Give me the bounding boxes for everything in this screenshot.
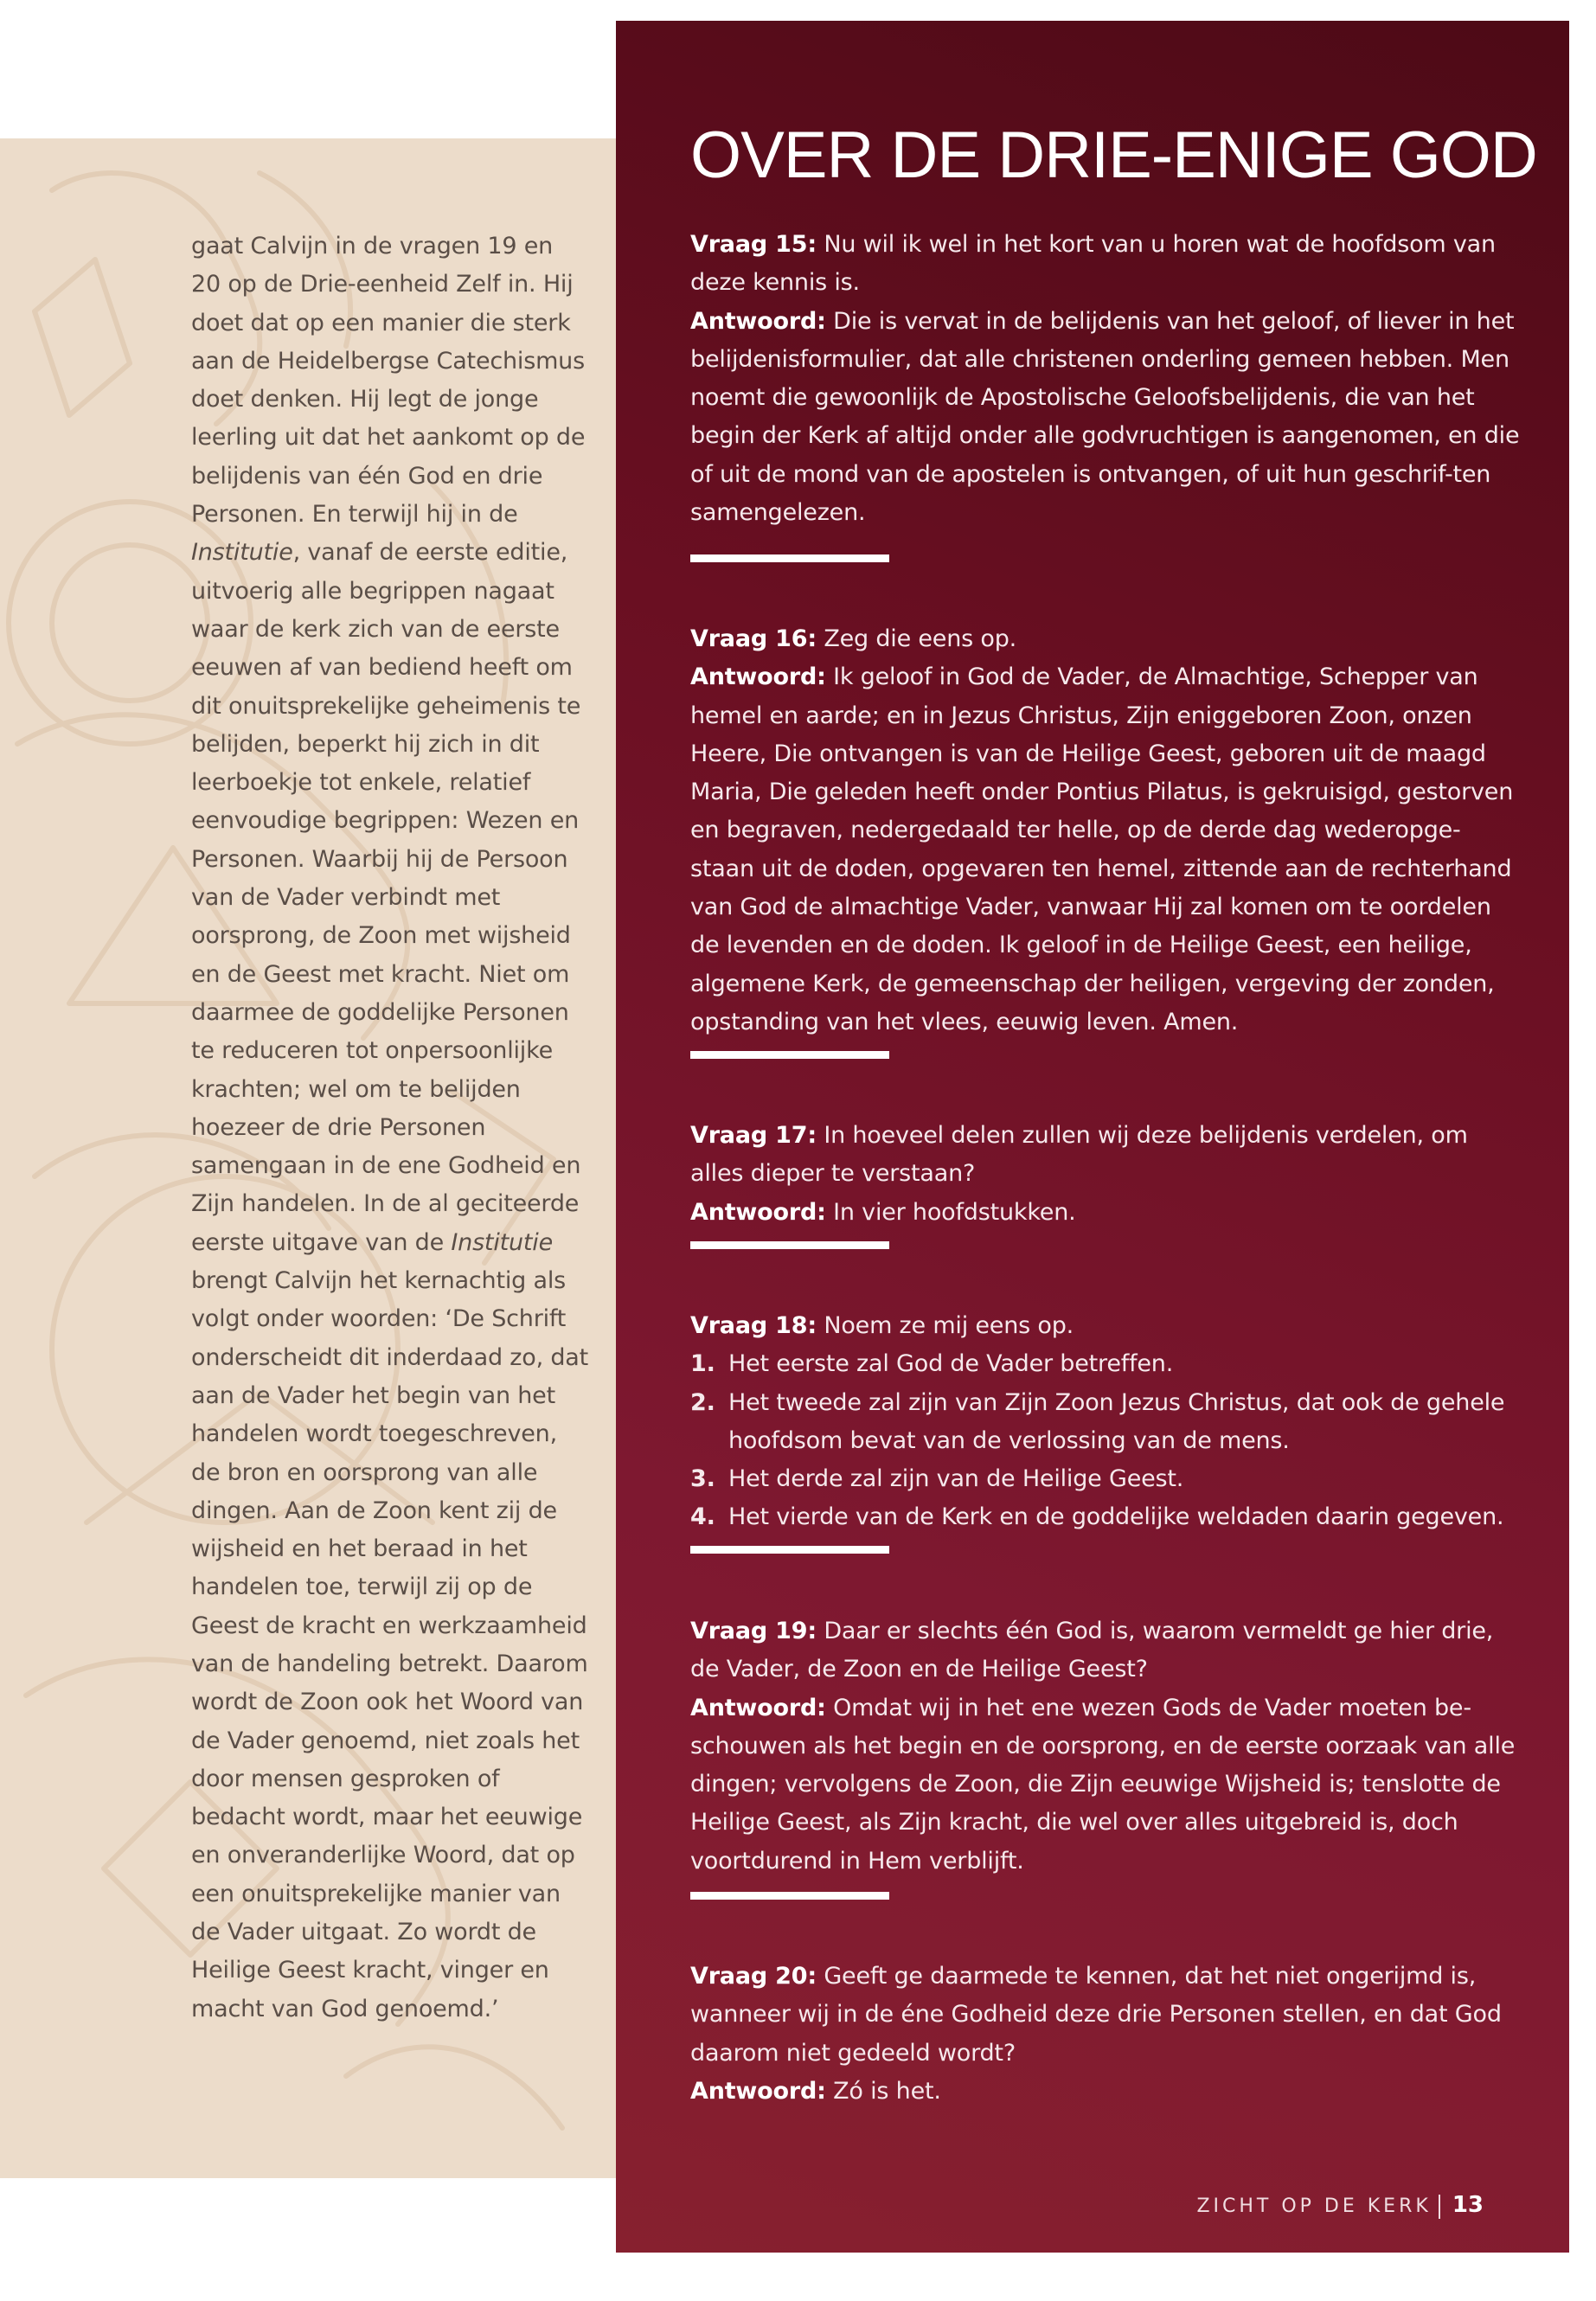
question-17 [690, 1117, 1521, 1194]
question-20 [690, 1958, 1521, 2073]
section-divider [690, 1051, 889, 1059]
page-footer [1196, 2192, 1484, 2219]
answer-label: Antwoord: [690, 307, 826, 335]
question-label: Vraag 15: [690, 231, 817, 258]
question-15 [690, 226, 1521, 303]
question-16 [690, 620, 1521, 658]
answer-20 [690, 2073, 1521, 2111]
list-item-text: Het tweede zal zijn van Zijn Zoon Jezus Christus, dat ook de gehele hoofdsom bevat van de verlossing van de mens. [728, 1388, 1505, 1454]
list-item-text: Het derde zal zijn van de Heilige Geest. [728, 1465, 1184, 1493]
institutie-title-2: Institutie [451, 1228, 554, 1256]
answer-text: Ik geloof in God de Vader, de Almachtige, Schepper van hemel en aarde; en in Jezus Christus, Zijn eniggeboren Zoon, onzen Heere, Die ontvangen is van de Heilige Geest, geboren uit de maagd Maria, Die geleden heeft onder Pontius Pilatus, is gekruisigd, gestorven en begraven, nedergedaald ter helle, op de derde dag wederopge-staan uit de doden, opgevaren ten hemel, zittende aan de rechterhand van God de almachtige Vader, vanwaar Hij zal komen om te oordelen de levenden en de doden. Ik geloof in de Heilige Geest, een heilige, algemene Kerk, de gemeenschap der heiligen, vergeving der zonden, opstanding van het vlees, eeuwig leven. Amen. [690, 663, 1514, 1035]
list-item-text: Het eerste zal God de Vader betreffen. [728, 1350, 1174, 1378]
answer-15 [690, 303, 1521, 533]
list-item [690, 1498, 1521, 1536]
answer-text: Omdat wij in het ene wezen Gods de Vader moeten be-schouwen als het begin en de oorsprong, en de eerste oorzaak van alle dingen; vervolgens de Zoon, die Zijn eeuwige Wijsheid is; tenslotte de Heilige Geest, als Zijn kracht, die wel over alles uitgebreid is, doch voortdurend in Hem verblijft. [690, 1694, 1516, 1875]
footer-separator [1439, 2195, 1440, 2219]
qa-block-19 [690, 1612, 1521, 1881]
question-label: Vraag 20: [690, 1963, 817, 1990]
answer-19 [690, 1689, 1521, 1881]
section-divider [690, 1892, 889, 1900]
qa-block-16 [690, 620, 1521, 1042]
answer-text: In vier hoofdstukken. [825, 1198, 1076, 1226]
answer-label: Antwoord: [690, 1694, 826, 1721]
magazine-name: ZICHT OP DE KERK [1196, 2195, 1432, 2217]
section-divider [690, 1241, 889, 1249]
answer-label: Antwoord: [690, 663, 826, 691]
qa-block-20 [690, 1958, 1521, 2111]
hoofdstukken-list [690, 1345, 1521, 1536]
question-19 [690, 1612, 1521, 1689]
section-divider [690, 554, 889, 562]
list-item-text: Het vierde van de Kerk en de goddelijke weldaden daarin gegeven. [728, 1503, 1504, 1531]
intro-column-text [191, 228, 589, 2029]
answer-16 [690, 658, 1521, 1042]
question-18 [690, 1307, 1521, 1345]
intro-text-part-3: brengt Calvijn het kernachtig als volgt onder woorden: ‘De Schrift onderscheidt dit inderdaad zo, dat aan de Vader het begin van het handelen wordt toegeschreven, de bron en oorsprong van alle dingen. Aan de Zoon kent zij de wijsheid en het beraad in het handelen toe, terwijl zij op de Geest de kracht en werkzaamheid van de handeling betrekt. Daarom wordt de Zoon ook het Woord van de Vader genoemd, niet zoals het door mensen gesproken of bedacht wordt, maar het eeuwige en onveranderlijke Woord, dat op een onuitsprekelijke manier van de Vader uitgaat. Zo wordt de Heilige Geest kracht, vinger en macht van God genoemd.’ [191, 1267, 589, 2022]
question-label: Vraag 19: [690, 1618, 817, 1644]
list-number: 2. [690, 1388, 715, 1416]
intro-text-part-2: , vanaf de eerste editie, uitvoerig alle begrippen nagaat waar de kerk zich van de eerste eeuwen af van bediend heeft om dit onuitsprekelijke geheimenis te belijden, beperkt hij zich in dit leerboekje tot enkele, relatief eenvoudige begrippen: Wezen en Personen. Waarbij hij de Persoon van de Vader verbindt met oorsprong, de Zoon met wijsheid en de Geest met kracht. Niet om daarmee de goddelijke Personen te reduceren tot onpersoonlijke krachten; wel om te belijden hoezeer de drie Personen samengaan in de ene Godheid en Zijn handelen. In de al geciteerde eerste uitgave van de [191, 539, 581, 1256]
list-item [690, 1460, 1521, 1498]
question-text: Daar er slechts één God is, waarom vermeldt ge hier drie, de Vader, de Zoon en de Heilige Geest? [690, 1618, 1494, 1683]
qa-block-18 [690, 1307, 1521, 1537]
question-label: Vraag 18: [690, 1312, 817, 1339]
list-number: 4. [690, 1503, 715, 1531]
list-item [690, 1384, 1521, 1461]
question-label: Vraag 17: [690, 1122, 817, 1149]
catechism-panel [616, 21, 1569, 2253]
question-text: Nu wil ik wel in het kort van u horen wat de hoofdsom van deze kennis is. [690, 231, 1496, 297]
question-text: Zeg die eens op. [816, 625, 1017, 652]
institutie-title-1: Institutie [191, 539, 293, 567]
section-divider [690, 1546, 889, 1554]
answer-17 [690, 1194, 1521, 1232]
list-number: 1. [690, 1350, 715, 1378]
question-label: Vraag 16: [690, 625, 817, 652]
answer-text: Zó is het. [825, 2077, 941, 2105]
qa-block-15 [690, 226, 1521, 532]
page-number: 13 [1452, 2192, 1484, 2218]
question-text: Geeft ge daarmede te kennen, dat het niet ongerijmd is, wanneer wij in de éne Godheid deze drie Personen stellen, en dat God daarom niet gedeeld wordt? [690, 1963, 1502, 2067]
answer-label: Antwoord: [690, 2077, 826, 2105]
list-item [690, 1345, 1521, 1383]
question-text: Noem ze mij eens op. [816, 1312, 1074, 1339]
answer-label: Antwoord: [690, 1198, 826, 1226]
list-number: 3. [690, 1465, 715, 1493]
qa-block-17 [690, 1117, 1521, 1232]
intro-text-part-1: gaat Calvijn in de vragen 19 en 20 op de Drie-eenheid Zelf in. Hij doet dat op een manier die sterk aan de Heidelbergse Catechismus doet denken. Hij legt de jonge leerling uit dat het aankomt op de belijdenis van één God en drie Personen. En terwijl hij in de [191, 233, 586, 529]
question-text: In hoeveel delen zullen wij deze belijdenis verdelen, om alles dieper te verstaan? [690, 1122, 1468, 1188]
page-title: OVER DE DRIE-ENIGE GOD [690, 119, 1537, 192]
answer-text: Die is vervat in de belijdenis van het geloof, of liever in het belijdenisformulier, dat alle christenen onderling gemeen hebben. Men noemt die gewoonlijk de Apostolische Geloofsbelijdenis, die van het begin der Kerk af altijd onder alle godvruchtigen is aangenomen, en die of uit de mond van de apostelen is ontvangen, of uit hun geschrif-ten samengelezen. [690, 307, 1520, 527]
